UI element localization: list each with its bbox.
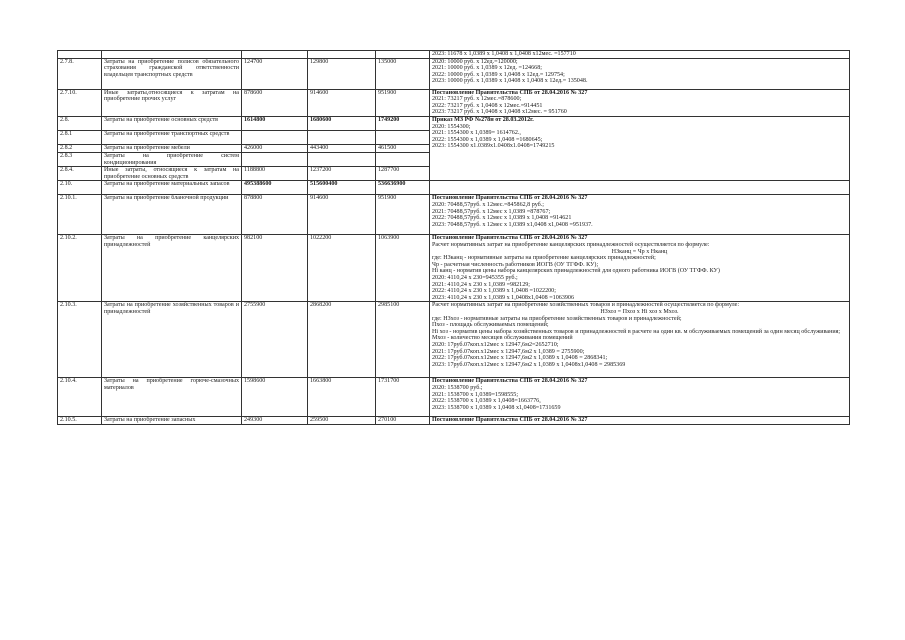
row-code: 2.7.10.	[58, 89, 102, 116]
row-value-v2023: 951900	[376, 195, 430, 235]
basis-title: Постановление Правительства СПБ от 28.04.2016 № 327	[432, 235, 588, 242]
row-value-v2022	[308, 152, 376, 166]
row-value-v2022: 1022200	[308, 235, 376, 302]
basis-line: Чр - расчетная численность работников ИОГВ (ОУ ТГФФ. КУ);	[432, 261, 599, 268]
row-value-v2023: 1063900	[376, 235, 430, 302]
row-value-v2021	[242, 152, 308, 166]
table-row	[58, 51, 850, 59]
table-row	[58, 89, 850, 116]
basis-line: 2020: 1538700 руб.;	[432, 384, 483, 391]
table-row	[58, 378, 850, 417]
basis-line: Пхоз - площадь обслуживаемых помещений;	[432, 322, 549, 329]
row-value-v2022: 1680600	[308, 116, 376, 130]
row-code: 2.10.4.	[58, 378, 102, 417]
row-basis	[430, 89, 850, 116]
row-name: Затраты на приобретение бланочной продукции	[102, 195, 242, 235]
row-name: Иные затраты, относящиеся к затратам на приобретение основных средств	[102, 167, 242, 181]
row-value-v2022: 914600	[308, 89, 376, 116]
basis-title: Приказ МЗ РФ №278н от 28.03.2012г.	[432, 116, 534, 123]
basis-line: 2022: 10000 руб. х 1,0389 х 1,0408 х 12ед.= 129754;	[432, 71, 565, 78]
basis-line: 2022: 73217 руб. х 1,0408 х 12мес.=914451	[432, 102, 543, 109]
row-value-v2021: 1614800	[242, 116, 308, 130]
row-value-v2021: 982100	[242, 235, 308, 302]
row-name	[102, 51, 242, 59]
row-value-v2023: 951900	[376, 89, 430, 116]
row-basis	[430, 302, 850, 378]
row-value-v2023: 270100	[376, 417, 430, 425]
basis-formula: НЗканц = Чр х Нканц	[611, 248, 668, 255]
row-code: 2.8.3	[58, 152, 102, 166]
row-name: Затраты на приобретение материальных запасов	[102, 181, 242, 195]
row-basis	[430, 378, 850, 417]
row-value-v2022: 515600400	[308, 181, 376, 195]
row-basis	[430, 417, 850, 425]
basis-line: где: НЗхоз - нормативные затраты на приобретение хозяйственных товаров и принадлежностей;	[432, 315, 682, 322]
row-code: 2.7.8.	[58, 58, 102, 89]
basis-line: 2023: 70488,57руб. х 12мес х 1,0389 х1,0408 х1,0408 =951937.	[432, 221, 593, 228]
row-code: 2.8.2	[58, 144, 102, 152]
basis-line: 2021: 1554300 х 1,0389= 1614762.,	[432, 130, 521, 137]
row-name: Затраты на приобретение горюче-смазочных материалов	[102, 378, 242, 417]
row-basis	[430, 51, 850, 59]
basis-line: 2020: 10000 руб. х 12ед.=120000;	[432, 58, 518, 65]
row-value-v2022: 259500	[308, 417, 376, 425]
row-value-v2022: 129800	[308, 58, 376, 89]
row-code: 2.10.3.	[58, 302, 102, 378]
row-basis	[430, 116, 850, 180]
row-code: 2.10.	[58, 181, 102, 195]
row-code	[58, 51, 102, 59]
row-value-v2023	[376, 51, 430, 59]
row-value-v2022: 1663800	[308, 378, 376, 417]
row-value-v2021: 878600	[242, 89, 308, 116]
row-value-v2023	[376, 130, 430, 144]
row-basis	[430, 181, 850, 195]
row-code: 2.10.2.	[58, 235, 102, 302]
row-value-v2021	[242, 51, 308, 59]
row-value-v2022: 443400	[308, 144, 376, 152]
row-value-v2022: 2868200	[308, 302, 376, 378]
row-value-v2022	[308, 130, 376, 144]
row-value-v2021: 426000	[242, 144, 308, 152]
basis-title: Постановление Правительства СПБ от 28.04.2016 № 327	[432, 378, 588, 385]
row-value-v2023: 2985100	[376, 302, 430, 378]
row-name: Затраты на приобретение мебели	[102, 144, 242, 152]
row-value-v2023: 536636900	[376, 181, 430, 195]
row-value-v2021	[242, 130, 308, 144]
basis-line: 2020: 1554300;	[432, 123, 471, 130]
row-value-v2023: 461500	[376, 144, 430, 152]
row-code: 2.10.5.	[58, 417, 102, 425]
row-value-v2021: 249300	[242, 417, 308, 425]
row-name: Затраты на приобретение полисов обязательного страхования гражданской ответственности владельцев транспортных средств	[102, 58, 242, 89]
table-row	[58, 302, 850, 378]
basis-line: 2023: 10000 руб. х 1,0389 х 1,0408 х 1,0408 х 12ед.= 135048.	[432, 78, 588, 85]
basis-line: 2022: 4110,24 х 230 х 1,0389 х 1,0408 =1022200;	[432, 288, 556, 295]
row-value-v2021: 495388600	[242, 181, 308, 195]
row-value-v2021: 2755900	[242, 302, 308, 378]
row-value-v2021: 1188800	[242, 167, 308, 181]
basis-line: 2023: 4110,24 х 230 х 1,0389 х 1,0408х1,0408 =1063906	[432, 294, 575, 301]
row-value-v2021: 1598600	[242, 378, 308, 417]
row-value-v2022: 914600	[308, 195, 376, 235]
basis-line: 2021: 4110,24 х 230 х 1,0389 =982129;	[432, 281, 531, 288]
row-name: Затраты на приобретение запасных	[102, 417, 242, 425]
row-value-v2023	[376, 152, 430, 166]
basis-line: 2023: 17руб.07коп.х12мес х 12947,6м2 х 1,0389 х 1,0408х1,0408 = 2985369	[432, 361, 626, 368]
row-value-v2023: 1731700	[376, 378, 430, 417]
table-row	[58, 417, 850, 425]
table-row	[58, 181, 850, 195]
table-row	[58, 116, 850, 130]
table-row	[58, 58, 850, 89]
basis-title: Постановление Правительства СПБ от 28.04.2016 № 327	[432, 195, 588, 202]
basis-line: 2023: 11678 х 1,0389 х 1,0408 х 1,0408 х12мес. =157710	[432, 51, 576, 57]
cost-table-body	[58, 51, 850, 425]
basis-line: Мхоз - количество месяцев обслуживания помещений	[432, 335, 573, 342]
row-name: Затраты на приобретение транспортных средств	[102, 130, 242, 144]
basis-line: 2020: 70488,57руб. х 12мес.=845862,8 руб.;	[432, 201, 545, 208]
row-code: 2.8.1	[58, 130, 102, 144]
row-basis	[430, 235, 850, 302]
table-row	[58, 235, 850, 302]
row-name: Затраты на приобретение канцелярских принадлежностей	[102, 235, 242, 302]
basis-line: 2021: 1538700 х 1,0389=1598555;	[432, 391, 519, 398]
basis-intro: Расчет нормативных затрат на приобретение канцелярских принадлежностей осуществляется по формуле:	[432, 241, 710, 248]
row-value-v2022	[308, 51, 376, 59]
basis-line: где: НЗканц - нормативные затраты на приобретение канцелярских принадлежностей;	[432, 255, 656, 262]
basis-line: 2021: 10000 руб. х 1,0389 х 12ед. =124668;	[432, 65, 542, 72]
basis-line: 2021: 73217 руб. х 12мес.=878600;	[432, 96, 522, 103]
basis-line: 2023: 1554300 х1.0389х1.0408х1.0408=1749215	[432, 143, 555, 150]
basis-line: 2020: 4110,24 х 230=945355 руб.;	[432, 274, 518, 281]
basis-line: 2022: 1554300 х 1,0389 х 1,0408 =1680645;	[432, 136, 543, 143]
row-name: Затраты на приобретение основных средств	[102, 116, 242, 130]
row-name: Иные затраты,относящиеся к затратам на приобретение прочих услуг	[102, 89, 242, 116]
table-row	[58, 195, 850, 235]
row-name: Затраты на приобретение систем кондиционирования	[102, 152, 242, 166]
row-code: 2.10.1.	[58, 195, 102, 235]
basis-line: 2022: 1538700 х 1,0389 х 1,0408=1663776,	[432, 398, 541, 405]
cost-table	[57, 50, 850, 425]
row-code: 2.8.4.	[58, 167, 102, 181]
basis-title: Постановление Правительства СПБ от 28.04.2016 № 327	[432, 417, 588, 424]
row-value-v2023: 1287700	[376, 167, 430, 181]
basis-title: Постановление Правительства СПБ от 28.04.2016 № 327	[432, 89, 588, 96]
basis-line: 2021: 70488,57руб. х 12мес х 1,0389 =878767;	[432, 208, 551, 215]
row-value-v2022: 1237200	[308, 167, 376, 181]
row-value-v2023: 135000	[376, 58, 430, 89]
row-basis	[430, 195, 850, 235]
basis-line: Нi канц - норматив цены набора канцелярских принадлежностей для одного работника ИОГВ (ОУ ТГФФ. КУ)	[432, 268, 720, 275]
row-value-v2023: 1749200	[376, 116, 430, 130]
basis-line: 2022: 17руб.07коп.х12мес х 12947,6м2 х 1,0389 х 1,0408 = 2868341;	[432, 355, 608, 362]
basis-line: Нi хоз - норматив цены набора хозяйственных товаров и принадлежностей в расчете на один кв. м обслуживаемых помещений за один месяц обслуживания;	[432, 328, 841, 335]
row-value-v2021: 878800	[242, 195, 308, 235]
row-code: 2.8.	[58, 116, 102, 130]
row-name: Затраты на приобретение хозяйственных товаров и принадлежностей	[102, 302, 242, 378]
basis-formula: НЗхоз = Пхоз х Нi хоз х Мхоз.	[600, 308, 679, 315]
basis-line: 2021: 17руб.07коп.х12мес х 12947,6м2 х 1,0389 = 2755900;	[432, 348, 585, 355]
basis-line: 2020: 17руб.07коп.х12мес х 12947,6м2=2652710;	[432, 341, 559, 348]
basis-line: 2023: 1538700 х 1,0389 х 1,0408 х1,0408=1731659	[432, 404, 561, 411]
row-value-v2021: 124700	[242, 58, 308, 89]
basis-line: 2022: 70488,57руб. х 12мес х 1,0389 х 1,0408 =914621	[432, 215, 572, 222]
row-basis	[430, 58, 850, 89]
basis-intro: Расчет нормативных затрат на приобретение хозяйственных товаров и принадлежностей осуществляется по формуле:	[432, 302, 740, 309]
basis-line: 2023: 73217 руб. х 1,0408 х 1,0408 х12мес. = 951760	[432, 109, 567, 116]
